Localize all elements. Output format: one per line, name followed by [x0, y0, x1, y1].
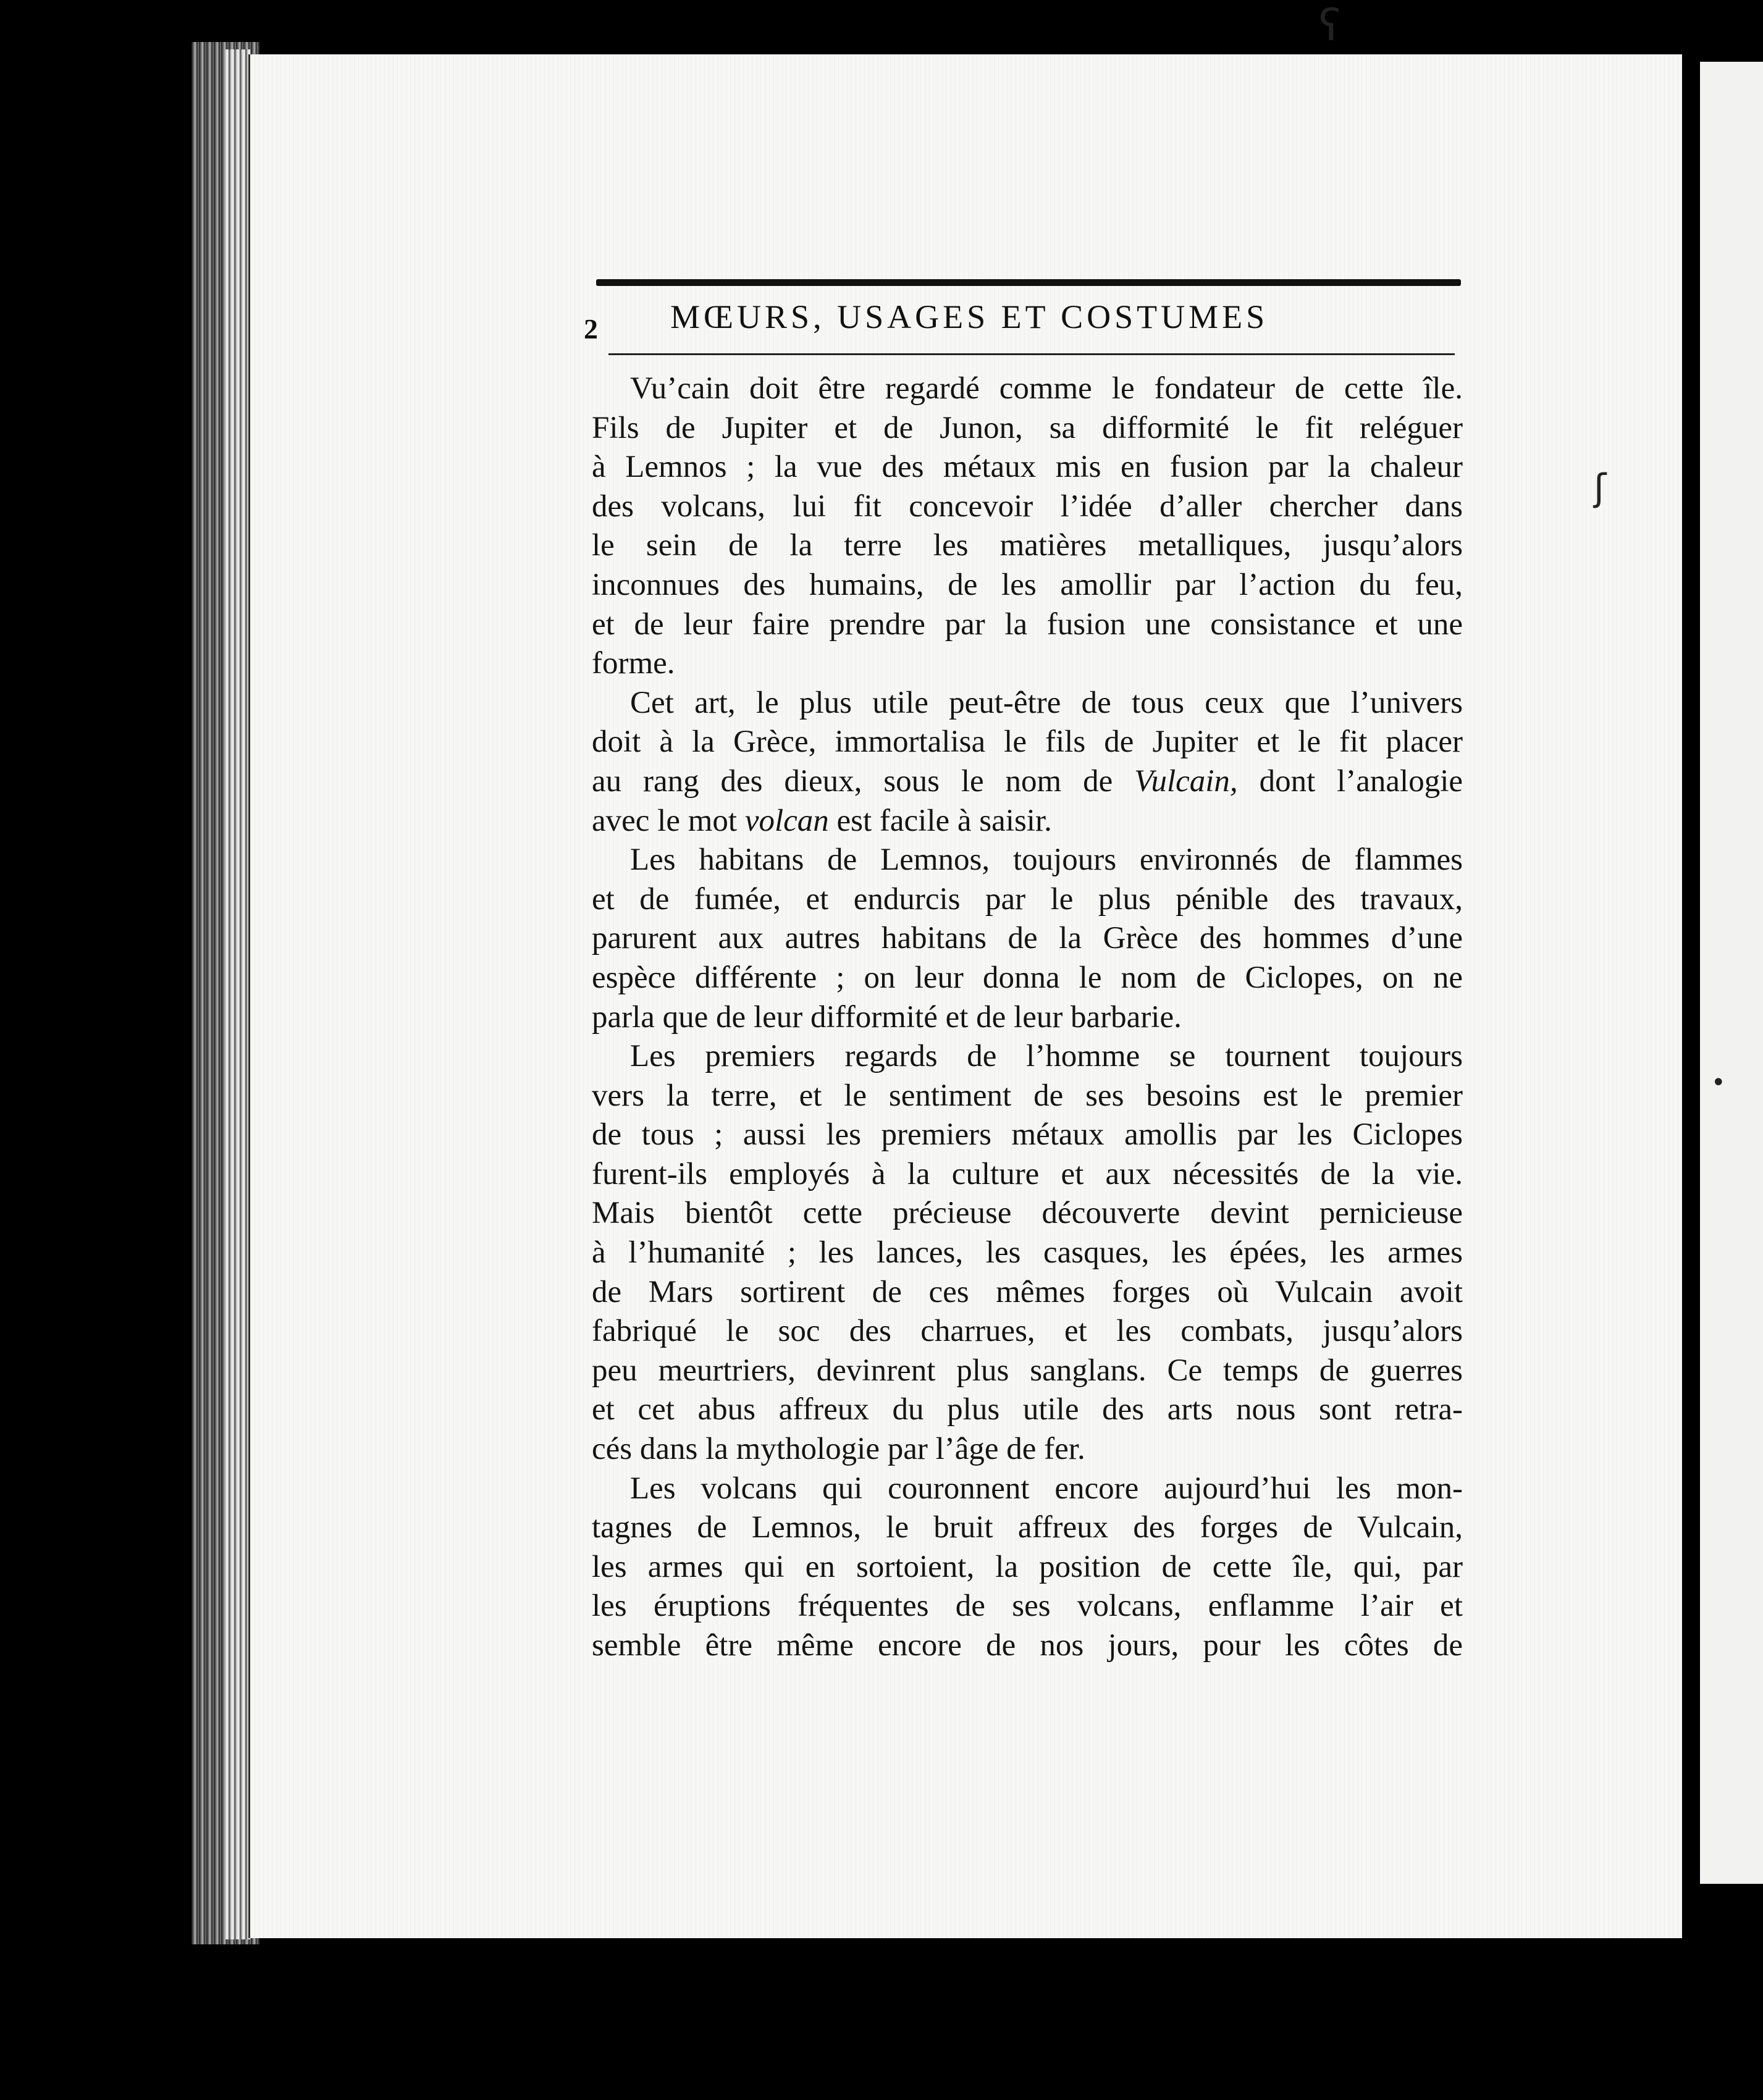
- text-line: parurent aux autres habitans de la Grèce des hommes d’une: [592, 921, 1463, 956]
- paragraph-4: [592, 1037, 1463, 1469]
- page-header: [584, 298, 1461, 347]
- text-line: Les premiers regards de l’homme se tournent toujours: [630, 1039, 1463, 1074]
- text-segment: est facile à saisir.: [836, 803, 1052, 838]
- corner-scribble-mark: ʕ: [1319, 0, 1341, 51]
- header-bottom-rule: [608, 353, 1455, 355]
- text-line: de tous ; aussi les premiers métaux amollis par les Ciclopes: [592, 1117, 1463, 1153]
- body-text: [592, 369, 1463, 1666]
- text-line: de Mars sortirent de ces mêmes forges où Vulcain avoit: [592, 1274, 1463, 1309]
- text-line: [592, 802, 1463, 841]
- text-line: espèce différente ; on leur donna le nom de Ciclopes, on ne: [592, 960, 1463, 995]
- text-line: et de leur faire prendre par la fusion une consistance et une: [592, 607, 1463, 642]
- text-line: Les volcans qui couronnent encore aujourd’hui les mon-: [630, 1471, 1463, 1506]
- text-segment: au rang des dieux, sous le nom de: [592, 763, 1113, 799]
- page-number: 2: [584, 313, 598, 345]
- margin-scribble-mark: ʃ: [1594, 466, 1607, 510]
- text-line: inconnues des humains, de les amollir par l’action du feu,: [592, 567, 1463, 602]
- text-line: semble être même encore de nos jours, pour les côtes de: [592, 1628, 1463, 1663]
- text-line: Cet art, le plus utile peut-être de tous ceux que l’univers: [630, 685, 1463, 720]
- text-line: le sein de la terre les matières metalliques, jusqu’alors: [592, 528, 1463, 563]
- text-line: peu meurtriers, devinrent plus sanglans. Ce temps de guerres: [592, 1353, 1463, 1388]
- text-line: des volcans, lui fit concevoir l’idée d’aller chercher dans: [592, 489, 1463, 524]
- text-line: les armes qui en sortoient, la position de cette île, qui, par: [592, 1549, 1463, 1584]
- text-line: et de fumée, et endurcis par le plus pénible des travaux,: [592, 881, 1463, 917]
- text-line: les éruptions fréquentes de ses volcans, enflamme l’air et: [592, 1589, 1463, 1624]
- text-line: cés dans la mythologie par l’âge de fer.: [592, 1432, 1085, 1467]
- italic-word: Vulcain,: [1134, 763, 1238, 799]
- text-line: fabriqué le soc des charrues, et les combats, jusqu’alors: [592, 1314, 1463, 1349]
- text-line: Les habitans de Lemnos, toujours environnés de flammes: [630, 842, 1463, 878]
- text-line: forme.: [592, 646, 675, 681]
- text-line: et cet abus affreux du plus utile des arts nous sont retra-: [592, 1392, 1463, 1427]
- text-line: tagnes de Lemnos, le bruit affreux des forges de Vulcain,: [592, 1510, 1463, 1545]
- text-line: Vu’cain doit être regardé comme le fondateur de cette île.: [630, 371, 1463, 406]
- text-line: doit à la Grèce, immortalisa le fils de Jupiter et le fit placer: [592, 724, 1463, 760]
- paragraph-3: [592, 841, 1463, 1037]
- paragraph-5: [592, 1469, 1463, 1666]
- facing-page-edge: [1700, 62, 1763, 1884]
- text-line: [592, 762, 1463, 802]
- running-title: MŒURS, USAGES ET COSTUMES: [670, 298, 1269, 335]
- paragraph-1: [592, 369, 1463, 684]
- header-top-rule: [596, 279, 1461, 286]
- text-segment: dont l’analogie: [1259, 763, 1463, 799]
- text-line: Mais bientôt cette précieuse découverte devint pernicieuse: [592, 1196, 1463, 1231]
- page-stack-edge: [225, 49, 250, 1939]
- text-line: à l’humanité ; les lances, les casques, les épées, les armes: [592, 1235, 1463, 1270]
- text-segment: avec le mot: [592, 803, 738, 838]
- text-line: à Lemnos ; la vue des métaux mis en fusion par la chaleur: [592, 450, 1463, 485]
- text-line: vers la terre, et le sentiment de ses besoins est le premier: [592, 1078, 1463, 1113]
- italic-word: volcan: [744, 803, 829, 838]
- gutter-shadow: [1680, 62, 1700, 1884]
- margin-dot-mark: •: [1711, 1069, 1726, 1097]
- text-line: furent-ils employés à la culture et aux nécessités de la vie.: [592, 1156, 1463, 1191]
- paragraph-2: [592, 684, 1463, 841]
- text-line: parla que de leur difformité et de leur barbarie.: [592, 999, 1182, 1035]
- text-line: Fils de Jupiter et de Junon, sa difformité le fit reléguer: [592, 410, 1463, 445]
